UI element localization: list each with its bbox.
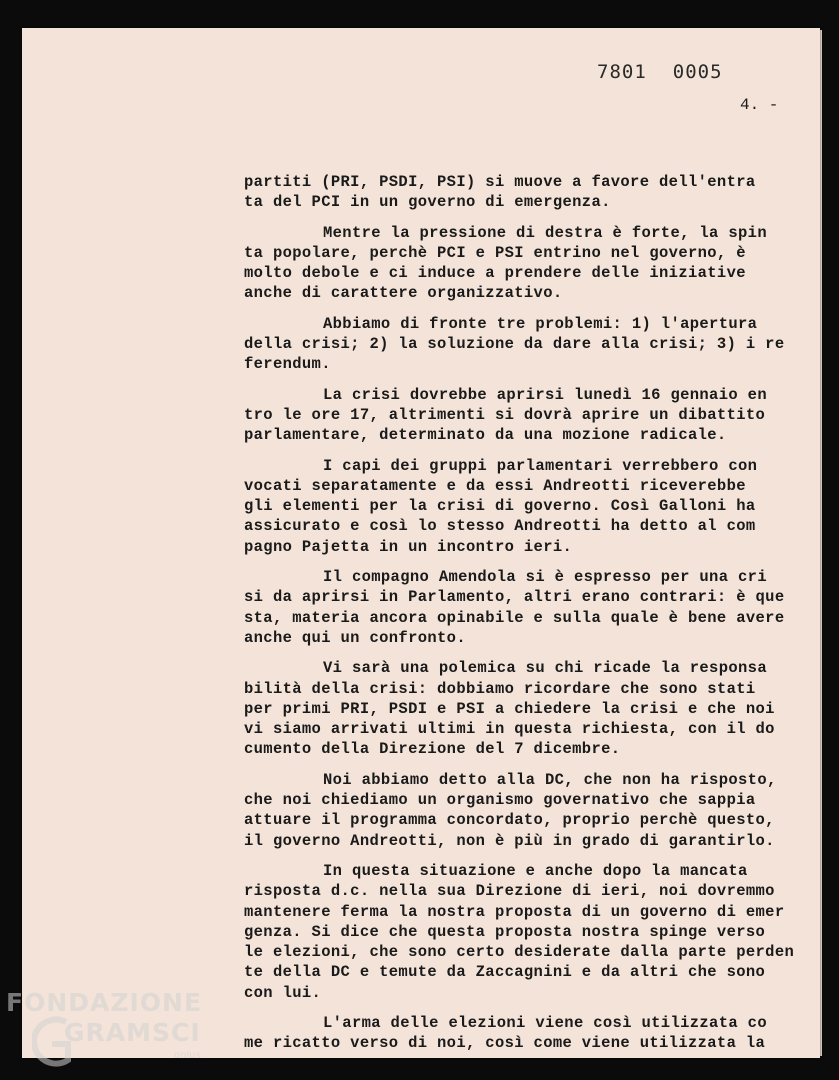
text-line: molto debole e ci induce a prendere delle iniziative — [244, 264, 746, 283]
archive-code-series: 7801 — [597, 61, 647, 83]
text-line: Noi abbiamo detto alla DC, che non ha risposto, — [323, 770, 777, 789]
paragraph — [244, 567, 789, 648]
watermark-line1: FONDAZIONE — [6, 988, 203, 1017]
paragraph — [244, 1013, 789, 1054]
text-line: della crisi; 2) la soluzione da dare alla crisi; 3) i re — [244, 335, 785, 354]
text-line: In questa situazione e anche dopo la mancata — [323, 861, 748, 880]
text-line: bilità della crisi: dobbiamo ricordare che sono stati — [244, 679, 756, 698]
archive-code — [597, 61, 723, 83]
text-line: gli elementi per la crisi di governo. Così Galloni ha — [244, 497, 756, 516]
archive-code-number: 0005 — [672, 61, 723, 83]
text-line: risposta d.c. nella sua Direzione di ieri, noi dovremmo — [244, 882, 775, 901]
paragraph — [244, 223, 789, 304]
text-line: ta popolare, perchè PCI e PSI entrino nel governo, è — [244, 243, 746, 262]
text-line: il governo Andreotti, non è più in grado di garantirlo. — [244, 831, 775, 850]
text-line: La crisi dovrebbe aprirsi lunedì 16 gennaio en — [323, 385, 767, 404]
text-line: Il compagno Amendola si è espresso per una cri — [323, 568, 767, 587]
text-line: con lui. — [244, 983, 322, 1002]
paragraph — [244, 314, 789, 375]
paragraph — [244, 172, 789, 213]
text-line: genza. Si dice che questa proposta nostra spinge verso — [244, 922, 766, 941]
text-line: assicurato e così lo stesso Andreotti ha detto al com — [244, 517, 756, 536]
paragraph — [244, 385, 789, 446]
text-line: le elezioni, che sono certo desiderate dalla parte perden — [244, 943, 795, 962]
text-line: parlamentare, determinato da una mozione radicale. — [244, 426, 727, 445]
text-line: L'arma delle elezioni viene così utilizzata co — [323, 1013, 767, 1032]
text-line: vocati separatamente e da essi Andreotti riceverebbe — [244, 476, 746, 495]
text-line: sta, materia ancora opinabile e sulla quale è bene avere — [244, 608, 785, 627]
paragraph — [244, 770, 789, 851]
paragraph — [244, 658, 789, 759]
text-line: me ricatto verso di noi, così come viene utilizzata la — [244, 1034, 766, 1053]
text-line: che noi chiediamo un organismo governativo che sappia — [244, 791, 756, 810]
text-line: si da aprirsi in Parlamento, altri erano contrari: è que — [244, 588, 785, 607]
watermark-line2: GRAMSCI — [64, 1018, 201, 1047]
body-text — [244, 172, 795, 1064]
page-number: 4. - — [740, 96, 779, 114]
text-line: cumento della Direzione del 7 dicembre. — [244, 740, 621, 759]
text-line: attuare il programma concordato, proprio perchè questo, — [244, 811, 775, 830]
text-line: ta del PCI in un governo di emergenza. — [244, 193, 611, 212]
paragraph — [244, 861, 795, 1003]
watermark-suffix: onlus — [174, 1050, 201, 1061]
paragraph — [244, 456, 789, 557]
text-line: Vi sarà una polemica su chi ricade la responsa — [323, 659, 767, 678]
text-line: Mentre la pressione di destra è forte, la spin — [323, 223, 767, 242]
text-line: anche qui un confronto. — [244, 628, 466, 647]
text-line: Abbiamo di fronte tre problemi: 1) l'apertura — [323, 314, 758, 333]
text-line: per primi PRI, PSDI e PSI a chiedere la crisi e che noi — [244, 699, 775, 718]
text-line: pagno Pajetta in un incontro ieri. — [244, 537, 573, 556]
text-line: mantenere ferma la nostra proposta di un governo di emer — [244, 902, 785, 921]
text-line: tro le ore 17, altrimenti si dovrà aprire un dibattito — [244, 405, 766, 424]
text-line: partiti (PRI, PSDI, PSI) si muove a favore dell'entra — [244, 173, 756, 191]
text-line: ferendum. — [244, 355, 331, 374]
text-line: I capi dei gruppi parlamentari verrebbero con — [323, 456, 758, 475]
text-line: te della DC e temute da Zaccagnini e da altri che sono — [244, 963, 766, 982]
fondazione-gramsci-watermark — [4, 986, 214, 1076]
text-line: vi siamo arrivati ultimi in questa richiesta, con il do — [244, 720, 775, 739]
text-line: anche di carattere organizzativo. — [244, 284, 563, 303]
